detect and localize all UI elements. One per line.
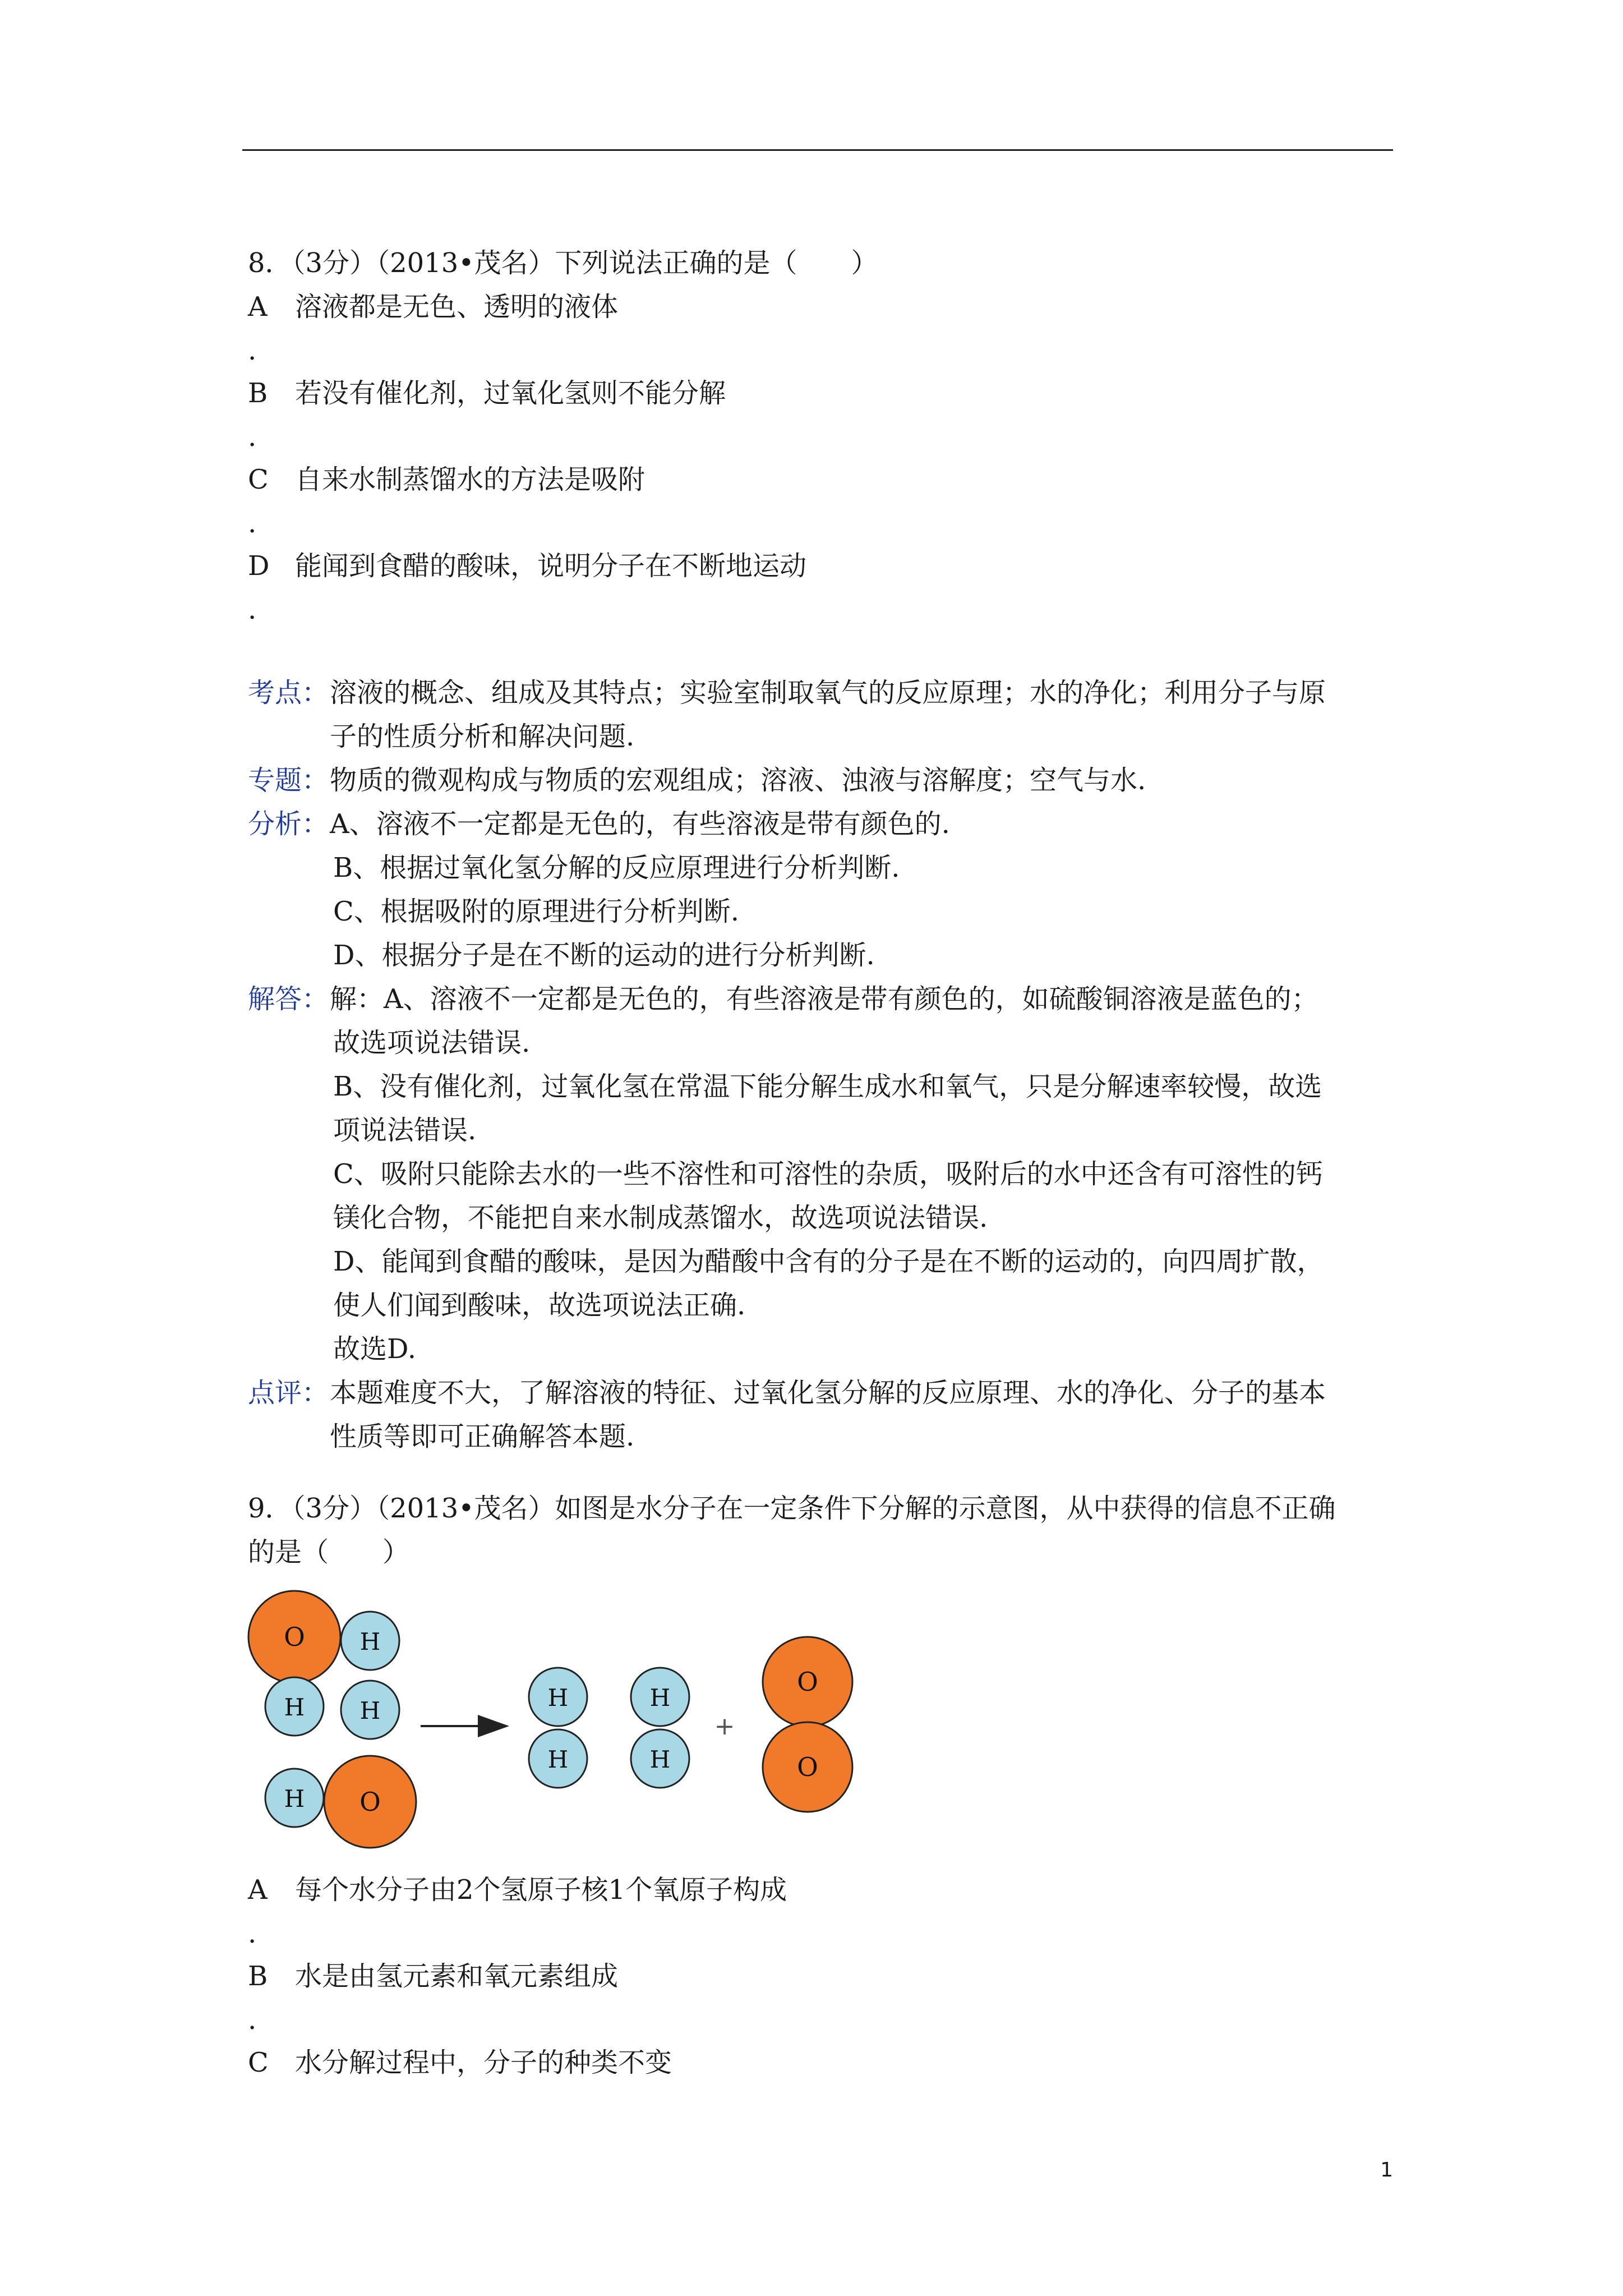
- jieda-line: 镁化合物，不能把自来水制成蒸馏水，故选项说法错误.: [333, 1202, 988, 1234]
- jieda-line: 故选项说法错误.: [333, 1027, 531, 1059]
- option-letter: A: [248, 291, 268, 323]
- dianping-section: [248, 1371, 1395, 1458]
- zhuanti-label: 专题：: [248, 765, 329, 796]
- option-letter: C: [248, 2047, 269, 2078]
- option-text: 能闻到食醋的酸味，说明分子在不断地运动: [295, 550, 807, 582]
- question-9-stem: 9．（3分）（2013•茂名）如图是水分子在一定条件下分解的示意图，从中获得的信息不正确: [248, 1493, 1336, 1524]
- page-number: 1: [1380, 2159, 1393, 2182]
- atom-label: H: [284, 1694, 305, 1721]
- option-text: 水分解过程中，分子的种类不变: [295, 2047, 672, 2078]
- option-d: [248, 544, 1392, 588]
- fenxi-line: B、根据过氧化氢分解的反应原理进行分析判断.: [333, 852, 900, 884]
- dianping-line: 性质等即可正确解答本题.: [330, 1421, 635, 1452]
- fenxi-line: A、溶液不一定都是无色的，有些溶液是带有颜色的.: [330, 808, 950, 840]
- fenxi-section: [248, 802, 1395, 977]
- option-b: [248, 1954, 1392, 1998]
- option-text: 若没有催化剂，过氧化氢则不能分解: [295, 378, 726, 409]
- option-dot: .: [248, 335, 257, 366]
- dianping-line: 本题难度不大，了解溶液的特征、过氧化氢分解的反应原理、水的净化、分子的基本: [330, 1377, 1326, 1409]
- atom-label: H: [359, 1697, 381, 1724]
- plus-sign: +: [714, 1712, 735, 1741]
- question-8-stem: 8．（3分）（2013•茂名）下列说法正确的是（ ）: [248, 247, 878, 279]
- dianping-label: 点评：: [248, 1377, 329, 1409]
- jieda-line: 故选D.: [333, 1333, 417, 1365]
- diagram-svg: [247, 1588, 864, 1857]
- fenxi-line: C、根据吸附的原理进行分析判断.: [333, 896, 739, 927]
- option-letter: A: [248, 1874, 268, 1906]
- option-a: [248, 1868, 1392, 1912]
- option-text: 水是由氢元素和氧元素组成: [295, 1961, 619, 1992]
- fenxi-line: D、根据分子是在不断的运动的进行分析判断.: [333, 940, 875, 971]
- jieda-line: 使人们闻到酸味，故选项说法正确.: [333, 1290, 746, 1321]
- option-dot: .: [248, 508, 257, 539]
- jieda-line: D、能闻到食醋的酸味，是因为醋酸中含有的分子是在不断的运动的，向四周扩散，: [333, 1246, 1324, 1277]
- atom-label: H: [649, 1684, 671, 1711]
- jieda-line: 项说法错误.: [333, 1115, 477, 1146]
- option-c: [248, 458, 1392, 501]
- question-9-stem: 的是（ ）: [248, 1536, 410, 1568]
- water-decomposition-diagram: [247, 1588, 864, 1857]
- kaodian-line: 子的性质分析和解决问题.: [330, 721, 635, 752]
- option-dot: .: [248, 421, 257, 453]
- atom-label: H: [547, 1684, 569, 1711]
- option-letter: C: [248, 464, 269, 495]
- header-rule: [242, 149, 1393, 151]
- option-a: [248, 285, 1392, 329]
- option-text: 溶液都是无色、透明的液体: [295, 291, 619, 323]
- atom-label: H: [547, 1746, 569, 1773]
- kaodian-section: [248, 671, 1395, 758]
- option-c: [248, 2041, 1392, 2085]
- option-dot: .: [248, 1918, 257, 1949]
- zhuanti-section: [248, 758, 1395, 802]
- option-letter: B: [248, 1961, 268, 1992]
- zhuanti-text: 物质的微观构成与物质的宏观组成；溶液、浊液与溶解度；空气与水.: [330, 765, 1146, 796]
- option-text: 自来水制蒸馏水的方法是吸附: [295, 464, 645, 495]
- answer-analysis: [248, 671, 1395, 1458]
- fenxi-label: 分析：: [248, 808, 329, 840]
- atom-label: H: [359, 1628, 381, 1655]
- option-letter: B: [248, 378, 268, 409]
- question-9-options: [248, 1868, 1392, 2085]
- atom-label: O: [797, 1752, 818, 1782]
- option-dot: .: [248, 2004, 257, 2036]
- jieda-line: B、没有催化剂，过氧化氢在常温下能分解生成水和氧气，只是分解速率较慢，故选: [333, 1071, 1322, 1102]
- option-b: [248, 371, 1392, 415]
- atom-label: H: [284, 1785, 305, 1812]
- option-letter: D: [248, 550, 270, 582]
- atom-label: H: [649, 1746, 671, 1773]
- kaodian-label: 考点：: [248, 677, 329, 708]
- option-text: 每个水分子由2个氢原子核1个氧原子构成: [295, 1874, 787, 1906]
- atom-label: O: [284, 1622, 305, 1652]
- atom-label: O: [797, 1667, 818, 1697]
- jieda-section: [248, 977, 1395, 1371]
- atom-label: O: [359, 1787, 381, 1817]
- question-8: [248, 241, 1392, 631]
- option-dot: .: [248, 594, 257, 625]
- jieda-label: 解答：: [248, 983, 329, 1015]
- jieda-line: 解：A、溶液不一定都是无色的，有些溶液是带有颜色的，如硫酸铜溶液是蓝色的；: [330, 983, 1318, 1015]
- question-9: [248, 1487, 1392, 1574]
- kaodian-line: 溶液的概念、组成及其特点；实验室制取氧气的反应原理；水的净化；利用分子与原: [330, 677, 1326, 708]
- jieda-line: C、吸附只能除去水的一些不溶性和可溶性的杂质，吸附后的水中还含有可溶性的钙: [333, 1158, 1323, 1190]
